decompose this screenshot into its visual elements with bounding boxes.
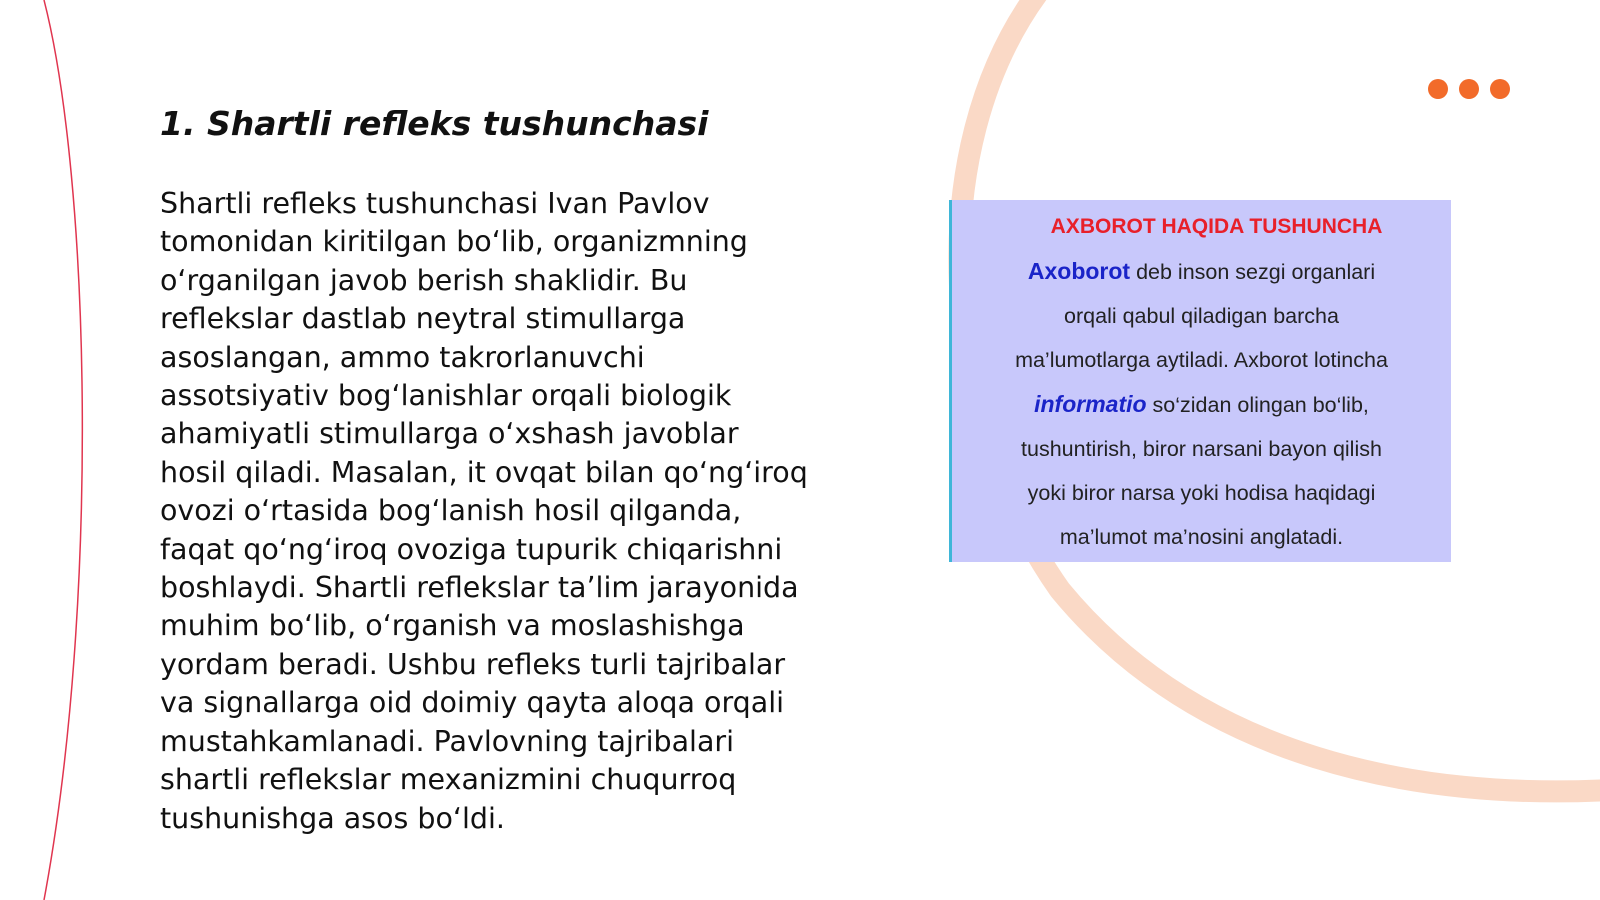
body-line: shartli reflekslar mexanizmini chuqurroq: [160, 763, 737, 797]
body-line: oʻrganilgan javob berish shaklidir. Bu: [160, 263, 688, 297]
body-line: hosil qiladi. Masalan, it ovqat bilan qoʻngʻiroq: [160, 455, 808, 489]
info-line: tushuntirish, biror narsani bayon qilish: [1021, 437, 1382, 461]
body-line: faqat qoʻngʻiroq ovoziga tupurik chiqarishni: [160, 532, 783, 566]
body-line: reflekslar dastlab neytral stimullarga: [160, 302, 686, 336]
slide-body-text: [160, 185, 860, 838]
body-line: yordam beradi. Ushbu refleks turli tajribalar: [160, 647, 786, 681]
info-line: orqali qabul qiladigan barcha: [1064, 304, 1339, 328]
three-dots-icon: [1428, 79, 1510, 99]
body-line: muhim boʻlib, oʻrganish va moslashishga: [160, 609, 745, 643]
dot-icon: [1428, 79, 1448, 99]
info-line: ma’lumot ma’nosini anglatadi.: [1059, 525, 1344, 549]
body-line: va signallarga oid doimiy qayta aloqa orqali: [160, 686, 785, 720]
body-line: assotsiyativ bogʻlanishlar orqali biologik: [160, 379, 732, 413]
dot-icon: [1490, 79, 1510, 99]
body-line: ovozi oʻrtasida bogʻlanish hosil qilganda,: [160, 494, 742, 528]
body-line: asoslangan, ammo takrorlanuvchi: [160, 340, 645, 374]
info-line: yoki biror narsa yoki hodisa haqidagi: [1027, 481, 1376, 505]
info-line: ma’lumotlarga aytiladi. Axborot lotincha: [1015, 348, 1388, 372]
info-box-text: [952, 249, 1451, 559]
info-keyword-informatio: informatio: [1034, 391, 1147, 417]
info-line-rest: deb inson sezgi organlari: [1130, 260, 1376, 284]
dot-icon: [1459, 79, 1479, 99]
info-line-rest: so‘zidan olingan bo‘lib,: [1146, 393, 1369, 417]
body-line: boshlaydi. Shartli reflekslar taʼlim jarayonida: [160, 571, 799, 605]
info-line: [952, 249, 1451, 294]
left-edge-line-decoration: [44, 0, 82, 900]
slide-title: 1. Shartli refleks tushunchasi: [160, 104, 709, 143]
body-line: tomonidan kiritilgan boʻlib, organizmning: [160, 225, 748, 259]
body-line: ahamiyatli stimullarga oʻxshash javoblar: [160, 417, 739, 451]
body-line: tushunishga asos boʻldi.: [160, 801, 505, 835]
info-line: [952, 382, 1451, 427]
info-box-image: [949, 200, 1451, 562]
body-line: mustahkamlanadi. Pavlovning tajribalari: [160, 724, 735, 758]
body-line: Shartli refleks tushunchasi Ivan Pavlov: [160, 187, 710, 220]
info-box-title: AXBOROT HAQIDA TUSHUNCHA: [1050, 215, 1383, 238]
info-keyword-axoborot: Axoborot: [1027, 258, 1131, 284]
